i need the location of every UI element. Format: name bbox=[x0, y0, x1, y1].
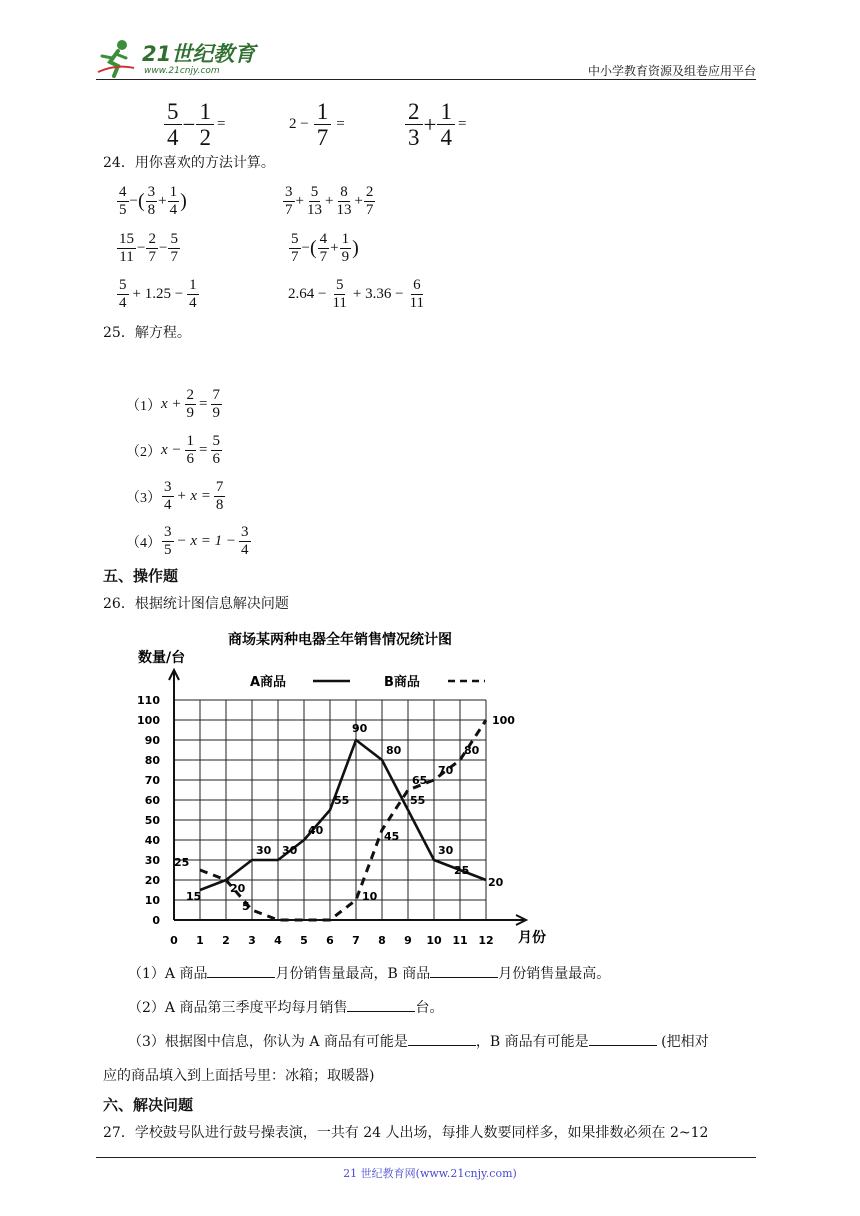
middle-terms: − x = 1 − bbox=[176, 533, 237, 549]
legend-label-b: B商品 bbox=[384, 675, 420, 690]
denominator: 13 bbox=[306, 202, 322, 218]
text: 台。 bbox=[415, 1000, 444, 1016]
operator: − bbox=[137, 240, 146, 256]
data-label-a: 25 bbox=[454, 864, 470, 877]
y-tick-label: 80 bbox=[144, 754, 160, 767]
answer-blank[interactable] bbox=[347, 997, 415, 1012]
data-label-a: 55 bbox=[410, 794, 426, 807]
x-tick-label: 7 bbox=[352, 934, 360, 947]
y-tick-label: 0 bbox=[152, 914, 160, 927]
x-tick-label: 10 bbox=[426, 934, 442, 947]
numerator: 3 bbox=[147, 184, 156, 200]
denominator: 6 bbox=[212, 451, 220, 467]
runner-logo-icon bbox=[96, 38, 136, 78]
denominator: 11 bbox=[332, 295, 347, 311]
numerator: 2 bbox=[186, 387, 195, 403]
y-tick-label: 40 bbox=[144, 834, 160, 847]
denominator: 9 bbox=[186, 405, 195, 421]
x-tick-label: 6 bbox=[326, 934, 334, 947]
numerator: 7 bbox=[215, 479, 224, 495]
numerator: 1 bbox=[186, 433, 195, 449]
denominator: 8 bbox=[215, 497, 224, 513]
q25-eq2 bbox=[126, 434, 223, 467]
denominator: 7 bbox=[148, 249, 156, 265]
logo-brand: 21世纪教育 bbox=[142, 42, 256, 66]
numerator: 1 bbox=[314, 100, 332, 125]
denominator: 7 bbox=[319, 249, 328, 265]
denominator: 4 bbox=[169, 202, 178, 218]
q24-r1b bbox=[282, 185, 376, 218]
footer-rule bbox=[96, 1157, 756, 1158]
data-label-b: 10 bbox=[362, 890, 378, 903]
answer-blank[interactable] bbox=[408, 1031, 476, 1046]
lead: 2.64 − bbox=[288, 286, 327, 302]
section-5-heading: 五、操作题 bbox=[103, 567, 179, 585]
denominator: 11 bbox=[409, 295, 425, 311]
site-logo bbox=[96, 36, 266, 80]
text: 月份销售量最高。 bbox=[498, 966, 611, 982]
top-expr-3 bbox=[404, 100, 466, 149]
text: 月份销售量最高，B 商品 bbox=[275, 966, 431, 982]
operator: + bbox=[295, 193, 304, 209]
data-label-b: 5 bbox=[242, 900, 250, 913]
answer-blank[interactable] bbox=[589, 1031, 657, 1046]
q25-eq1 bbox=[126, 388, 223, 421]
lhs: x − bbox=[161, 442, 182, 458]
denominator: 13 bbox=[336, 202, 352, 218]
data-label-a: 30 bbox=[282, 844, 298, 857]
text: ，B 商品有可能是 bbox=[475, 1034, 589, 1050]
x-tick-label: 9 bbox=[404, 934, 412, 947]
y-tick-label: 20 bbox=[144, 874, 160, 887]
numerator: 1 bbox=[341, 231, 350, 247]
legend-label-a: A商品 bbox=[250, 675, 287, 690]
x-tick-label: 4 bbox=[274, 934, 282, 947]
answer-blank[interactable] bbox=[207, 963, 275, 978]
top-expr-1 bbox=[163, 100, 225, 149]
operator: − bbox=[129, 193, 138, 209]
text: （1）A 商品 bbox=[128, 966, 208, 982]
y-tick-label: 100 bbox=[137, 714, 160, 727]
operator: + bbox=[354, 193, 363, 209]
operator: + bbox=[330, 240, 339, 256]
chart-title: 商场某两种电器全年销售情况统计图 bbox=[228, 632, 452, 648]
denominator: 4 bbox=[440, 125, 452, 150]
data-label-a: 30 bbox=[438, 844, 454, 857]
x-tick-label: 3 bbox=[248, 934, 256, 947]
denominator: 4 bbox=[164, 497, 172, 513]
y-tick-label: 30 bbox=[144, 854, 160, 867]
numerator: 3 bbox=[241, 524, 249, 540]
denominator: 3 bbox=[408, 125, 420, 150]
header-right-text: 中小学教育资源及组卷应用平台 bbox=[587, 64, 756, 78]
numerator: 2 bbox=[405, 100, 423, 125]
data-label-a: 40 bbox=[308, 824, 324, 837]
sales-line-chart bbox=[130, 622, 560, 952]
y-tick-label: 50 bbox=[144, 814, 160, 827]
q26-sub3 bbox=[128, 1031, 709, 1051]
q26-sub3-cont: 应的商品填入到上面括号里：冰箱；取暖器) bbox=[103, 1068, 375, 1084]
equals: = bbox=[216, 116, 226, 132]
denominator: 4 bbox=[189, 295, 197, 311]
text: （2）A 商品第三季度平均每月销售 bbox=[128, 1000, 348, 1016]
eq-label: （2） bbox=[126, 444, 161, 460]
x-tick-label: 5 bbox=[300, 934, 308, 947]
numerator: 4 bbox=[119, 184, 127, 200]
numerator: 2 bbox=[148, 231, 156, 247]
data-label-a: 20 bbox=[488, 876, 504, 889]
numerator: 4 bbox=[319, 231, 328, 247]
numerator: 1 bbox=[196, 100, 214, 125]
q27-title: 27．学校鼓号队进行鼓号操表演，一共有 24 人出场，每排人数要同样多，如果排数必须在 2~12 bbox=[103, 1125, 709, 1141]
eq-label: （3） bbox=[126, 490, 161, 506]
q26-sub2 bbox=[128, 997, 443, 1017]
denominator: 9 bbox=[212, 405, 220, 421]
numerator: 5 bbox=[335, 277, 344, 293]
y-tick-label: 10 bbox=[144, 894, 160, 907]
numerator: 8 bbox=[340, 184, 348, 200]
middle-terms: + 3.36 − bbox=[352, 286, 404, 302]
top-expr-2 bbox=[289, 100, 345, 149]
operator: − bbox=[182, 111, 196, 137]
lead: 2 − bbox=[289, 116, 309, 132]
data-label-b: 100 bbox=[492, 714, 515, 727]
numerator: 5 bbox=[170, 231, 178, 247]
operator: − bbox=[158, 240, 168, 256]
footer-text: 21 世纪教育网(www.21cnjy.com) bbox=[343, 1167, 517, 1180]
x-axis-label: 月份 bbox=[518, 930, 546, 946]
numerator: 5 bbox=[310, 184, 319, 200]
x-tick-label: 1 bbox=[196, 934, 204, 947]
q26-sub1 bbox=[128, 963, 610, 983]
y-tick-label: 110 bbox=[137, 694, 160, 707]
q25-title: 25．解方程。 bbox=[103, 325, 191, 341]
operator: + bbox=[158, 193, 167, 209]
numerator: 3 bbox=[285, 184, 293, 200]
data-label-b: 20 bbox=[230, 882, 246, 895]
equals: = bbox=[457, 116, 467, 132]
q24-r1a: $\frac{4}{5}$ − ( $\frac{3}{8}$ + $\frac{1}{4}$ ) bbox=[119, 184, 187, 218]
x-tick-label: 0 bbox=[170, 934, 178, 947]
data-label-b: 25 bbox=[174, 856, 190, 869]
x-tick-label: 8 bbox=[378, 934, 386, 947]
numerator: 6 bbox=[413, 277, 421, 293]
y-tick-label: 60 bbox=[144, 794, 160, 807]
chart-legend bbox=[250, 674, 485, 690]
data-label-b: 80 bbox=[464, 744, 480, 757]
q24-r2b: $\frac{5}{7}$ − ( $\frac{4}{7}$ + $\frac{1}{9}$ ) bbox=[291, 231, 359, 265]
q25-eq3 bbox=[126, 480, 226, 513]
denominator: 9 bbox=[341, 249, 350, 265]
q24-r3b bbox=[288, 278, 427, 311]
denominator: 5 bbox=[164, 542, 172, 558]
q24-r3a bbox=[116, 278, 200, 311]
numerator: 2 bbox=[365, 184, 374, 200]
denominator: 4 bbox=[241, 542, 249, 558]
series-line-a bbox=[200, 740, 486, 890]
operator: + bbox=[423, 111, 437, 137]
q24-title: 24．用你喜欢的方法计算。 bbox=[103, 155, 275, 171]
denominator: 4 bbox=[119, 295, 127, 311]
numerator: 3 bbox=[164, 524, 172, 540]
denominator: 5 bbox=[119, 202, 127, 218]
numerator: 5 bbox=[164, 100, 182, 125]
numerator: 5 bbox=[119, 277, 127, 293]
denominator: 6 bbox=[186, 451, 195, 467]
logo-url: www.21cnjy.com bbox=[144, 66, 220, 76]
data-label-a: 80 bbox=[386, 744, 402, 757]
q26-title: 26．根据统计图信息解决问题 bbox=[103, 596, 289, 612]
numerator: 1 bbox=[437, 100, 455, 125]
header-rule bbox=[96, 79, 756, 80]
equals: = bbox=[199, 396, 208, 412]
operator: + bbox=[324, 193, 334, 209]
denominator: 7 bbox=[291, 249, 299, 265]
equals: = bbox=[199, 442, 208, 458]
numerator: 1 bbox=[169, 184, 178, 200]
data-label-a: 55 bbox=[334, 794, 350, 807]
rhs: + x = bbox=[176, 488, 211, 504]
y-tick-label: 90 bbox=[144, 734, 160, 747]
data-label-b: 70 bbox=[438, 764, 454, 777]
q25-eq4 bbox=[126, 525, 252, 558]
denominator: 7 bbox=[285, 202, 293, 218]
numerator: 5 bbox=[291, 231, 299, 247]
x-tick-label: 11 bbox=[452, 934, 468, 947]
denominator: 7 bbox=[316, 125, 329, 150]
data-label-b: 45 bbox=[384, 830, 400, 843]
data-label-a: 90 bbox=[352, 722, 368, 735]
data-label-a: 15 bbox=[186, 890, 202, 903]
x-tick-label: 12 bbox=[478, 934, 494, 947]
numerator: 15 bbox=[119, 231, 134, 247]
section-6-heading: 六、解决问题 bbox=[103, 1096, 194, 1114]
denominator: 7 bbox=[170, 249, 178, 265]
y-axis-label: 数量/台 bbox=[138, 650, 186, 666]
text: （3）根据图中信息，你认为 A 商品有可能是 bbox=[128, 1034, 408, 1050]
y-tick-label: 70 bbox=[144, 774, 160, 787]
middle-terms: + 1.25 − bbox=[132, 286, 184, 302]
eq-label: （1） bbox=[126, 398, 161, 414]
operator: − bbox=[301, 240, 310, 256]
chart-data-labels bbox=[174, 714, 515, 913]
data-label-a: 30 bbox=[256, 844, 272, 857]
denominator: 8 bbox=[147, 202, 156, 218]
eq-label: （4） bbox=[126, 535, 161, 551]
text: (把相对 bbox=[656, 1034, 709, 1050]
numerator: 1 bbox=[189, 277, 197, 293]
denominator: 7 bbox=[365, 202, 374, 218]
lhs: x + bbox=[161, 396, 182, 412]
x-tick-label: 2 bbox=[222, 934, 230, 947]
data-label-b: 65 bbox=[412, 774, 428, 787]
equals: = bbox=[336, 116, 345, 132]
denominator: 2 bbox=[199, 125, 211, 150]
numerator: 3 bbox=[164, 479, 172, 495]
answer-blank[interactable] bbox=[430, 963, 498, 978]
denominator: 4 bbox=[167, 125, 179, 150]
q24-r2a bbox=[116, 232, 181, 265]
numerator: 5 bbox=[212, 433, 220, 449]
denominator: 11 bbox=[119, 249, 134, 265]
numerator: 7 bbox=[212, 387, 220, 403]
